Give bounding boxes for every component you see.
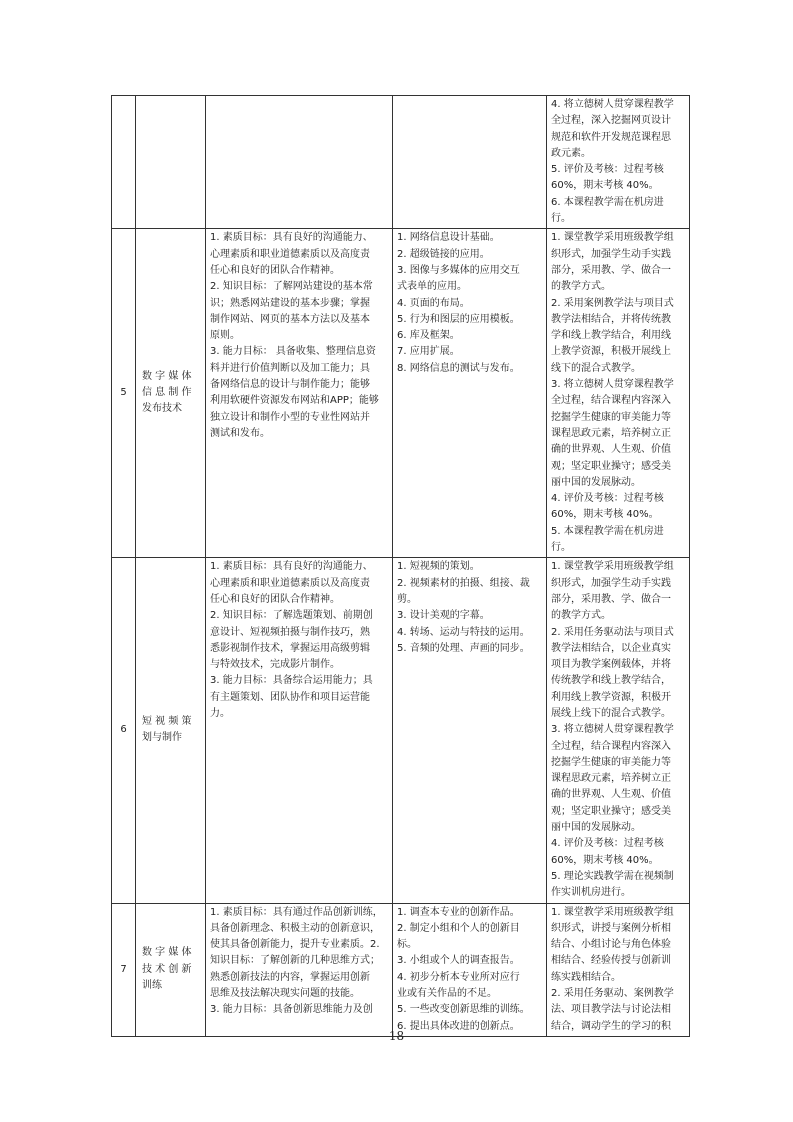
course-number: 7 [112,903,136,1036]
course-goals-line: 任心和良好的团队合作精神。 [210,593,340,605]
teaching-requirements-line: 上教学资源，积极开展线上 [551,346,671,358]
teaching-requirements-line: 6. 本课程教学需在机房进 [551,196,664,208]
course-content-line: 1. 网络信息设计基础。 [397,232,500,244]
teaching-requirements-line: 4. 评价及考核：过程考核 [551,838,664,850]
course-goals-line: 2. 知识目标：了解网站建设的基本常 [210,281,373,293]
curriculum-table [111,95,690,1037]
course-content-line: 5. 一些改变创新思维的训练。 [397,1004,530,1016]
teaching-requirements-line: 织形式，加强学生动手实践 [551,248,671,260]
teaching-requirements [547,229,689,557]
teaching-requirements-line: 确的世界观、人生观、价值 [551,789,671,801]
course-name [136,714,205,747]
teaching-requirements-line: 政元素。 [551,147,591,159]
course-content [393,904,546,1036]
course-goals-line: 与特效技术，完成影片制作。 [210,659,340,671]
teaching-requirements-line: 4. 将立德树人贯穿课程教学 [551,99,674,110]
course-goals-cell [206,229,393,558]
course-goals-line: 制作网站、网页的基本方法以及基本 [210,313,370,325]
teaching-requirements-line: 挖掘学生健康的审美能力等 [551,411,671,423]
teaching-requirements-line: 挖掘学生健康的审美能力等 [551,756,671,768]
teaching-requirements-line: 1. 课堂教学采用班级教学组 [551,232,674,244]
course-content-line: 1. 调查本专业的创新作品。 [397,906,520,918]
course-goals [206,904,392,1020]
teaching-requirements-line: 5. 评价及考核：过程考核 [551,164,664,176]
teaching-requirements-line: 规范和软件开发规范课程思 [551,131,671,143]
teaching-requirements-line: 4. 评价及考核：过程考核 [551,493,664,505]
course-row [112,903,690,1036]
course-name-line: 短 视 频 策 [142,716,192,728]
course-goals-line: 测试和发布。 [210,427,270,439]
teaching-requirements-line: 织形式，讲授与案例分析相 [551,922,671,934]
course-content-cell [393,229,547,558]
teaching-requirements-line: 部分，采用教、学、做合一 [551,264,671,276]
course-goals-cell [206,96,393,229]
teaching-requirements-line: 1. 课堂教学采用班级教学组 [551,906,674,918]
course-name-cell [136,229,206,558]
course-number [112,96,136,229]
teaching-requirements-line: 课程思政元素，培养树立正 [551,427,671,439]
course-content-line: 7. 应用扩展。 [397,346,460,358]
course-content-line: 式表单的应用。 [397,281,467,293]
teaching-requirements-line: 部分，采用教、学、做合一 [551,593,671,605]
course-content-line: 6. 库及框架。 [397,330,460,342]
course-name-line: 划与制作 [142,732,182,744]
teaching-requirements-line: 全过程，结合课程内容深入 [551,740,671,752]
course-content-line: 3. 图像与多媒体的应用交互 [397,264,520,276]
course-content-line: 4. 页面的布局。 [397,297,470,309]
course-name-cell [136,558,206,903]
teaching-requirements-line: 1. 课堂教学采用班级教学组 [551,561,674,573]
teaching-requirements-line: 课程思政元素，培养树立正 [551,773,671,785]
course-content-line: 剪。 [397,593,417,605]
course-name-line: 数 字 媒 体 [142,947,192,959]
course-content-cell [393,903,547,1036]
teaching-requirements-line: 行。 [551,542,571,554]
course-goals-line: 料并进行价值判断以及加工能力；具 [210,362,370,374]
teaching-requirements-line: 传统教学和线上教学结合， [551,675,671,687]
teaching-requirements-line: 5. 本课程教学需在机房进 [551,525,664,537]
teaching-requirements-line: 利用线上教学资源，积极开 [551,691,671,703]
teaching-requirements-line: 项目为教学案例载体，并将 [551,659,671,671]
course-number: 6 [112,558,136,903]
teaching-requirements-line: 全过程，结合课程内容深入 [551,395,671,407]
curriculum-table-body [112,96,690,1037]
course-content-line: 5. 音频的处理、声画的同步。 [397,642,530,654]
teaching-requirements-line: 60%，期末考核 40%。 [551,180,659,192]
course-content-line: 业或有关作品的不足。 [397,988,497,1000]
teaching-requirements-line: 60%，期末考核 40%。 [551,854,659,866]
teaching-requirements [547,904,689,1036]
course-goals-line: 力。 [210,707,230,719]
course-goals-line: 具备创新理念、积极主动的创新意识， [210,922,380,934]
teaching-requirements-line: 3. 将立德树人贯穿课程教学 [551,724,674,736]
course-name [136,369,205,418]
teaching-requirements-line: 5. 理论实践教学需在视频制 [551,870,674,882]
course-goals-line: 心理素质和职业道德素质以及高度责 [210,248,370,260]
course-goals-line: 3. 能力目标：具备综合运用能力；具 [210,675,373,687]
course-name-line: 技 术 创 新 [142,963,192,975]
teaching-requirements-line: 相结合、经验传授与创新训 [551,955,671,967]
course-content-line: 3. 设计美观的字幕。 [397,610,490,622]
teaching-requirements-line: 学和线上教学结合，利用线 [551,330,671,342]
course-goals-line: 2. 知识目标：了解选题策划、前期创 [210,610,373,622]
teaching-requirements-line: 丽中国的发展脉动。 [551,476,641,488]
course-goals-line: 3. 能力目标：具备创新思维能力及创 [210,1004,373,1016]
course-row [112,96,690,229]
teaching-requirements-line: 观；坚定职业操守；感受美 [551,805,671,817]
course-content-line: 4. 转场、运动与特技的运用。 [397,626,530,638]
teaching-requirements-line: 2. 采用案例教学法与项目式 [551,297,674,309]
teaching-requirements-line: 结合、小组讨论与角色体验 [551,939,671,951]
teaching-requirements-line: 丽中国的发展脉动。 [551,822,641,834]
course-goals-line: 意设计、短视频拍摄与制作技巧，熟 [210,626,370,638]
teaching-requirements-line: 行。 [551,213,571,225]
teaching-requirements [547,96,689,228]
teaching-requirements-line: 展线上线下的混合式教学。 [551,707,671,719]
course-goals-line: 悉影视制作技术，掌握运用高级剪辑 [210,642,370,654]
course-goals-line: 知识目标：了解创新的几种思维方式； [210,955,380,967]
teaching-requirements-line: 全过程，深入挖掘网页设计 [551,115,671,127]
teaching-requirements-line: 3. 将立德树人贯穿课程教学 [551,379,674,391]
course-name-cell [136,96,206,229]
course-goals-line: 识；熟悉网站建设的基本步骤；掌握 [210,297,370,309]
course-goals-line: 心理素质和职业道德素质以及高度责 [210,577,370,589]
course-goals [206,229,392,443]
course-goals-line: 独立设计和制作小型的专业性网站并 [210,411,370,423]
teaching-requirements-line: 教学法相结合，并将传统教 [551,313,671,325]
teaching-requirements-cell [547,903,690,1036]
teaching-requirements-line: 线下的混合式教学。 [551,362,641,374]
course-goals-line: 使其具备创新能力，提升专业素质。2. [210,939,380,951]
course-goals-cell [206,558,393,903]
course-content [393,229,546,378]
teaching-requirements-line: 作实训机房进行。 [551,887,631,899]
course-content-line: 3. 小组或个人的调查报告。 [397,955,520,967]
course-content-line: 6. 提出具体改进的创新点。 [397,1020,520,1032]
teaching-requirements-line: 的教学方式。 [551,610,611,622]
course-name [136,945,205,994]
teaching-requirements-line: 的教学方式。 [551,281,611,293]
course-goals [206,558,392,723]
course-content-cell [393,96,547,229]
teaching-requirements-line: 结合，调动学生的学习的积 [551,1020,671,1032]
teaching-requirements-line: 法、项目教学法与讨论法相 [551,1004,671,1016]
teaching-requirements-line: 2. 采用任务驱动法与项目式 [551,626,674,638]
page-number: 18 [388,1029,405,1043]
course-goals-cell [206,903,393,1036]
course-content-line: 5. 行为和图层的应用模板。 [397,313,520,325]
course-name-cell [136,903,206,1036]
course-content [393,558,546,658]
course-content-line: 2. 超级链接的应用。 [397,248,490,260]
course-goals-line: 任心和良好的团队合作精神。 [210,264,340,276]
teaching-requirements-line: 2. 采用任务驱动、案例教学 [551,988,674,1000]
course-content-line: 标。 [397,939,417,951]
course-content [393,96,546,98]
course-name-line: 数 字 媒 体 [142,370,192,382]
teaching-requirements-line: 确的世界观、人生观、价值 [551,444,671,456]
teaching-requirements-line: 练实践相结合。 [551,971,621,983]
teaching-requirements-line: 教学法相结合，以企业真实 [551,642,671,654]
course-name-line: 训练 [142,979,162,991]
course-goals-line: 利用软硬件资源发布网站和APP；能够 [210,395,379,407]
course-number: 5 [112,229,136,558]
course-row [112,229,690,558]
teaching-requirements-cell [547,229,690,558]
teaching-requirements-cell [547,558,690,903]
course-goals-line: 原则。 [210,330,240,342]
course-goals-line: 3. 能力目标： 具备收集、整理信息资 [210,346,376,358]
course-content-line: 2. 制定小组和个人的创新目 [397,922,520,934]
teaching-requirements [547,558,689,902]
course-content-line: 8. 网络信息的测试与发布。 [397,362,520,374]
course-goals-line: 有主题策划、团队协作和项目运营能 [210,691,370,703]
course-row [112,558,690,903]
course-name-line: 信 息 制 作 [142,387,192,399]
course-goals-line: 备网络信息的设计与制作能力；能够 [210,379,370,391]
course-content-cell [393,558,547,903]
course-content-line: 1. 短视频的策划。 [397,561,480,573]
course-content-line: 2. 视频素材的拍摄、组接、裁 [397,577,530,589]
course-goals-line: 1. 素质目标：具有良好的沟通能力、 [210,561,373,573]
course-goals-line: 1. 素质目标：具有良好的沟通能力、 [210,232,373,244]
teaching-requirements-cell [547,96,690,229]
course-goals-line: 思维及技法解决现实问题的技能。 [210,988,360,1000]
teaching-requirements-line: 观；坚定职业操守；感受美 [551,460,671,472]
course-goals-line: 熟悉创新技法的内容，掌握运用创新 [210,971,370,983]
course-name-line: 发布技术 [142,403,182,415]
course-content-line: 4. 初步分析本专业所对应行 [397,971,520,983]
course-goals-line: 1. 素质目标：具有通过作品创新训练， [210,906,383,918]
course-goals [206,96,392,98]
teaching-requirements-line: 织形式，加强学生动手实践 [551,577,671,589]
teaching-requirements-line: 60%，期末考核 40%。 [551,509,659,521]
